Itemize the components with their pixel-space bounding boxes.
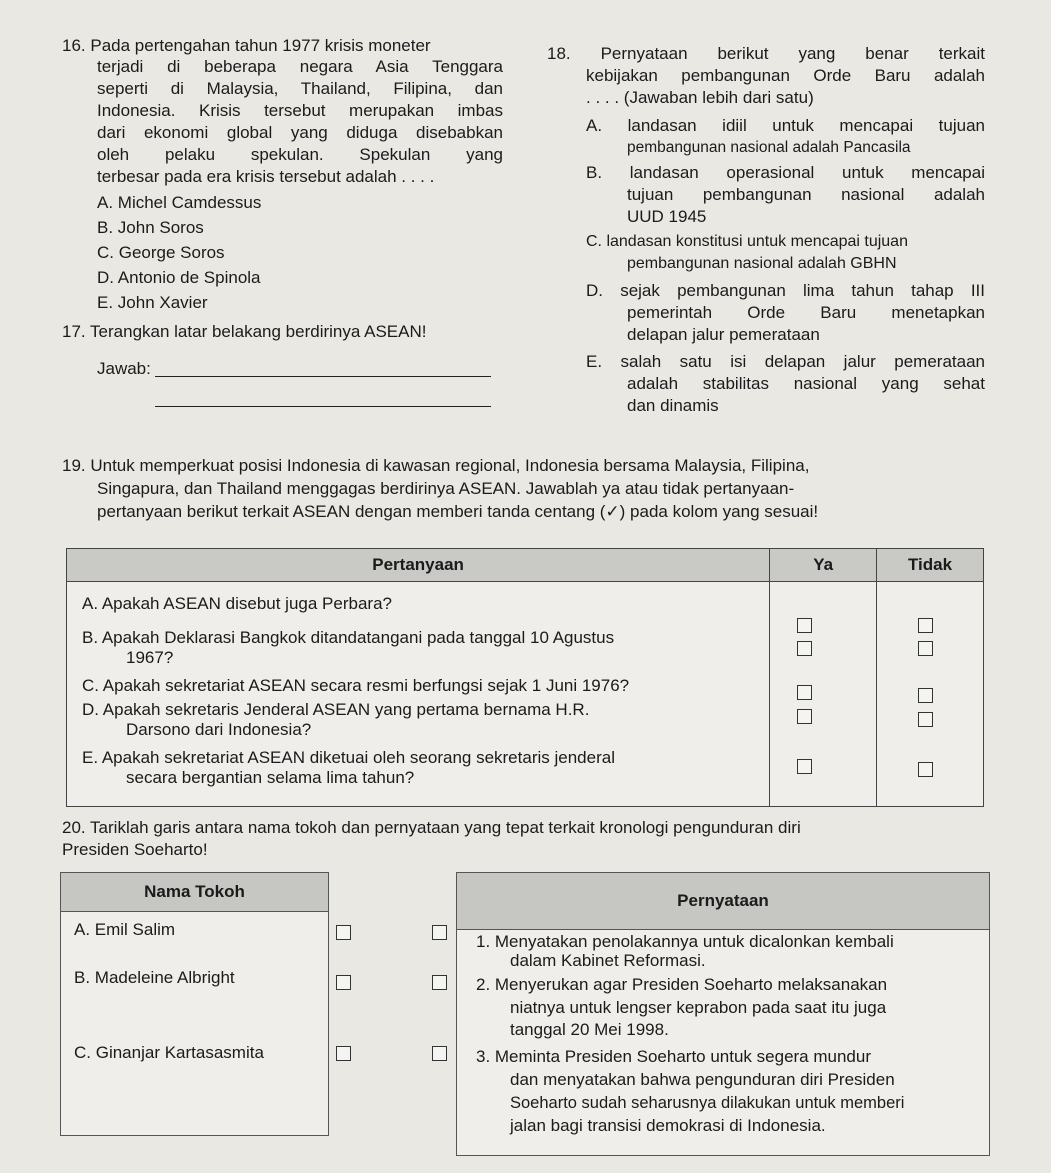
q18-option-d-2: pemerintah Orde Baru menetapkan <box>627 303 985 322</box>
q19-b-ya-checkbox[interactable] <box>797 641 812 656</box>
q19-c-tidak-checkbox[interactable] <box>918 688 933 703</box>
q20-name-a-dot[interactable] <box>336 925 351 940</box>
q20-names-header: Nama Tokoh <box>61 873 328 911</box>
q18-option-a-1: A. landasan idiil untuk mencapai tujuan <box>586 116 985 135</box>
q19-e-ya-checkbox[interactable] <box>797 759 812 774</box>
q17-question: 17. Terangkan latar belakang berdirinya ASEAN! <box>62 322 427 341</box>
q20-statement-2-line: niatnya untuk lengser keprabon pada saat itu juga <box>510 998 887 1017</box>
q19-row-a: A. Apakah ASEAN disebut juga Perbara? <box>82 594 392 613</box>
q16-line: terjadi di beberapa negara Asia Tenggara <box>97 57 503 76</box>
q16-line: Indonesia. Krisis tersebut merupakan imbas <box>97 101 503 120</box>
q19-row-d-2: Darsono dari Indonesia? <box>126 720 312 739</box>
q20-statement-3-line: Soeharto sudah seharusnya dilakukan untuk memberi <box>510 1094 905 1112</box>
q20-statement-2-dot[interactable] <box>432 975 447 990</box>
q19-header-tidak: Tidak <box>877 549 984 582</box>
q16-line: 16. Pada pertengahan tahun 1977 krisis moneter <box>62 36 431 55</box>
q16-line: dari ekonomi global yang diduga disebabkan <box>97 123 503 142</box>
q16-option-e: E. John Xavier <box>97 293 208 312</box>
q18-option-e-2: adalah stabilitas nasional yang sehat <box>627 374 985 393</box>
q18-option-e-3: dan dinamis <box>627 396 719 415</box>
q19-d-tidak-checkbox[interactable] <box>918 712 933 727</box>
q20-name-c-dot[interactable] <box>336 1046 351 1061</box>
q18-option-c-1: C. landasan konstitusi untuk mencapai tujuan <box>586 233 908 250</box>
q18-option-e-1: E. salah satu isi delapan jalur pemerataan <box>586 352 985 371</box>
q19-e-tidak-checkbox[interactable] <box>918 762 933 777</box>
q20-line: 20. Tariklah garis antara nama tokoh dan pernyataan yang tepat terkait kronologi pengunduran diri <box>62 818 801 837</box>
q16-option-b: B. John Soros <box>97 218 204 237</box>
q16-line: seperti di Malaysia, Thailand, Filipina, dan <box>97 79 503 98</box>
q19-header-question: Pertanyaan <box>67 549 770 582</box>
q20-statement-2-line: 2. Menyerukan agar Presiden Soeharto melaksanakan <box>476 975 888 994</box>
q19-line: pertanyaan berikut terkait ASEAN dengan memberi tanda centang (✓) pada kolom yang sesuai! <box>97 502 819 521</box>
q20-statement-1-dot[interactable] <box>432 925 447 940</box>
q20-statement-3-line: 3. Meminta Presiden Soeharto untuk segera mundur <box>476 1047 872 1066</box>
q17-answer-line-1[interactable] <box>155 376 491 377</box>
q19-row-e-1: E. Apakah sekretariat ASEAN diketuai oleh seorang sekretaris jenderal <box>82 748 615 767</box>
q19-ya-cell <box>770 582 877 807</box>
q18-option-b-1: B. landasan operasional untuk mencapai <box>586 163 985 182</box>
q20-name-c: C. Ginanjar Kartasasmita <box>74 1043 264 1062</box>
q18-line: kebijakan pembangunan Orde Baru adalah <box>586 66 985 85</box>
q18-option-b-2: tujuan pembangunan nasional adalah <box>627 185 985 204</box>
q18-option-d-3: delapan jalur pemerataan <box>627 325 820 344</box>
q19-row-b-2: 1967? <box>126 648 174 667</box>
q16-option-d: D. Antonio de Spinola <box>97 268 261 287</box>
q17-answer-line-2[interactable] <box>155 406 491 407</box>
q19-row-c: C. Apakah sekretariat ASEAN secara resmi berfungsi sejak 1 Juni 1976? <box>82 676 630 695</box>
q19-c-ya-checkbox[interactable] <box>797 685 812 700</box>
q20-line: Presiden Soeharto! <box>62 840 208 859</box>
q19-line: Singapura, dan Thailand menggagas berdirinya ASEAN. Jawablah ya atau tidak pertanyaan- <box>97 479 795 498</box>
q19-a-ya-checkbox[interactable] <box>797 618 812 633</box>
q20-name-a: A. Emil Salim <box>74 920 176 939</box>
q20-name-b: B. Madeleine Albright <box>74 968 235 987</box>
q20-statement-3-line: jalan bagi transisi demokrasi di Indonesia. <box>510 1116 826 1135</box>
q19-row-e-2: secara bergantian selama lima tahun? <box>126 768 415 787</box>
q17-answer-label: Jawab: <box>97 359 151 378</box>
q19-row-d-1: D. Apakah sekretaris Jenderal ASEAN yang pertama bernama H.R. <box>82 700 590 719</box>
q19-a-tidak-checkbox[interactable] <box>918 618 933 633</box>
q18-option-a-2: pembangunan nasional adalah Pancasila <box>627 139 911 156</box>
q20-name-b-dot[interactable] <box>336 975 351 990</box>
q19-b-tidak-checkbox[interactable] <box>918 641 933 656</box>
q18-line: . . . . (Jawaban lebih dari satu) <box>586 88 814 107</box>
q20-statement-2-line: tanggal 20 Mei 1998. <box>510 1020 669 1039</box>
q20-statement-1-line: dalam Kabinet Reformasi. <box>510 951 706 970</box>
q20-statement-3-line: dan menyatakan bahwa pengunduran diri Presiden <box>510 1070 895 1089</box>
q16-line: oleh pelaku spekulan. Spekulan yang <box>97 145 503 164</box>
q20-statement-1-line: 1. Menyatakan penolakannya untuk dicalonkan kembali <box>476 932 894 951</box>
q19-d-ya-checkbox[interactable] <box>797 709 812 724</box>
q20-names-table <box>60 872 329 1136</box>
q20-statement-3-dot[interactable] <box>432 1046 447 1061</box>
q18-option-d-1: D. sejak pembangunan lima tahun tahap III <box>586 281 985 300</box>
q19-line: 19. Untuk memperkuat posisi Indonesia di kawasan regional, Indonesia bersama Malaysia, Filipina, <box>62 456 810 475</box>
q19-row-b-1: B. Apakah Deklarasi Bangkok ditandatangani pada tanggal 10 Agustus <box>82 628 615 647</box>
q16-option-a: A. Michel Camdessus <box>97 193 262 212</box>
q16-option-c: C. George Soros <box>97 243 225 262</box>
q16-line: terbesar pada era krisis tersebut adalah . . . . <box>97 167 435 186</box>
q18-line: 18. Pernyataan berikut yang benar terkait <box>547 44 985 63</box>
q20-statements-header: Pernyataan <box>457 873 989 929</box>
q18-option-c-2: pembangunan nasional adalah GBHN <box>627 255 897 272</box>
q19-header-ya: Ya <box>770 549 877 582</box>
q18-option-b-3: UUD 1945 <box>627 207 707 226</box>
